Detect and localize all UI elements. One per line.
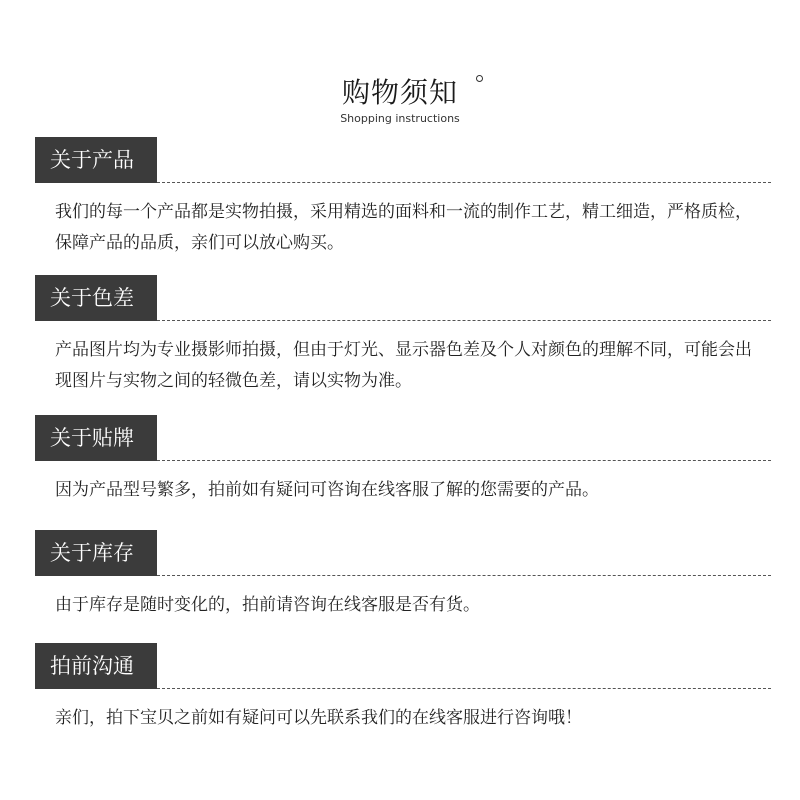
page-header bbox=[0, 0, 800, 140]
page-title: 购物须知 bbox=[341, 76, 458, 109]
section-text: 由于库存是随时变化的，拍前请咨询在线客服是否有货。 bbox=[55, 595, 480, 615]
dashed-divider bbox=[157, 460, 771, 461]
dashed-divider bbox=[157, 320, 771, 321]
section-text: 亲们，拍下宝贝之前如有疑问可以先联系我们的在线客服进行咨询哦！ bbox=[55, 708, 582, 728]
section-label: 关于色差 bbox=[35, 275, 157, 321]
section-label: 关于库存 bbox=[35, 530, 157, 576]
section-label: 关于产品 bbox=[35, 137, 157, 183]
page-subtitle: Shopping instructions bbox=[340, 112, 460, 125]
dashed-divider bbox=[157, 182, 771, 183]
dashed-divider bbox=[157, 688, 771, 689]
circle-icon bbox=[476, 75, 483, 82]
dashed-divider bbox=[157, 575, 771, 576]
section-label: 拍前沟通 bbox=[35, 643, 157, 689]
section-label: 关于贴牌 bbox=[35, 415, 157, 461]
section-text: 我们的每一个产品都是实物拍摄，采用精选的面料和一流的制作工艺，精工细造，严格质检，保障产品的品质，亲们可以放心购买。 bbox=[55, 202, 752, 253]
section-text: 因为产品型号繁多，拍前如有疑问可咨询在线客服了解的您需要的产品。 bbox=[55, 480, 599, 500]
section-text: 产品图片均为专业摄影师拍摄，但由于灯光、显示器色差及个人对颜色的理解不同，可能会出现图片与实物之间的轻微色差，请以实物为准。 bbox=[55, 340, 752, 391]
